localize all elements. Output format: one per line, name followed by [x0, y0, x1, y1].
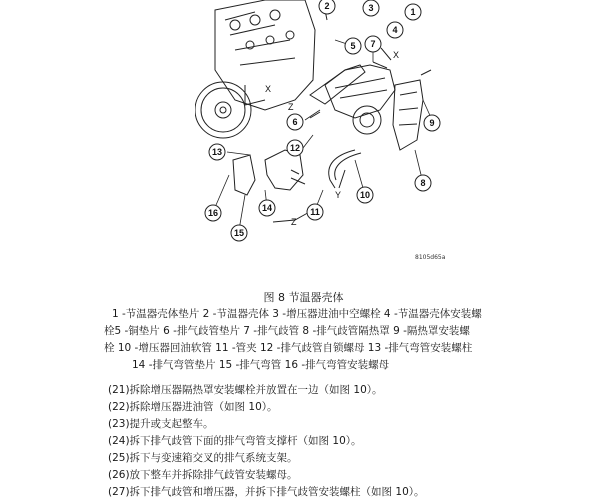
flywheel: [195, 82, 251, 138]
figure-caption: 图 8 节温器壳体: [263, 291, 344, 304]
step-21: (21)拆除增压器隔热罩安装螺栓并放置在一边（如图 10）。: [108, 384, 383, 396]
figure-legend: [104, 306, 544, 374]
callout-2: 2: [324, 1, 330, 11]
thermostat-housing-diagram: [195, 0, 455, 270]
callout-10: 10: [359, 190, 371, 200]
callout-11: 11: [310, 207, 320, 217]
heat-shield: [393, 80, 423, 150]
legend-line: 栓5 -铜垫片 6 -排气歧管垫片 7 -排气歧管 8 -排气歧管隔热罩 9 -隔热罩安装螺: [104, 325, 470, 337]
elbow-gasket: [233, 155, 255, 195]
callout-13: 13: [211, 147, 223, 157]
callout-9: 9: [429, 118, 435, 128]
callout-3: 3: [368, 3, 374, 13]
step-25: (25)拆下与变速箱交叉的排气系统支架。: [108, 452, 298, 464]
callout-15: 15: [233, 228, 245, 238]
callout-5: 5: [350, 41, 356, 51]
callout-4: 4: [392, 25, 398, 35]
step-24: (24)拆下排气歧管下面的排气弯管支撑杆（如图 10）。: [108, 435, 362, 447]
callout-14: 14: [261, 203, 273, 213]
callout-1: 1: [410, 7, 416, 17]
legend-line: 14 -排气弯管垫片 15 -排气弯管 16 -排气弯管安装螺母: [132, 359, 390, 371]
axis-label-x: X: [393, 50, 400, 60]
callout-8: 8: [420, 178, 426, 188]
procedure-steps: [108, 382, 425, 501]
axis-label-z: Z: [288, 102, 294, 112]
callout-7: 7: [370, 39, 376, 49]
callout-6: 6: [292, 117, 298, 127]
step-27: (27)拆下排气歧管和增压器，并拆下排气歧管安装螺柱（如图 10）。: [108, 486, 425, 498]
step-23: (23)提升或支起整车。: [108, 418, 214, 430]
exhaust-manifold: [325, 65, 395, 118]
legend-line: 1 -节温器壳体垫片 2 -节温器壳体 3 -增压器进油中空螺栓 4 -节温器壳体安装螺: [112, 308, 482, 320]
legend-line: 栓 10 -增压器回油软管 11 -管夹 12 -排气歧管自锁螺母 13 -排气弯管安装螺柱: [104, 342, 473, 354]
callout-12: 12: [289, 143, 301, 153]
step-26: (26)放下整车并拆除排气歧管安装螺母。: [108, 469, 298, 481]
figure-code: 8105d65a: [415, 254, 446, 261]
manifold-gasket: [310, 65, 365, 104]
callout-16: 16: [207, 208, 219, 218]
step-22: (22)拆除增压器进油管（如图 10）。: [108, 401, 278, 413]
axis-label-x-2: X: [265, 84, 272, 94]
axis-label-z-2: Z: [291, 217, 297, 227]
turbocharger: [353, 106, 381, 134]
axis-label-y: Y: [335, 190, 342, 200]
